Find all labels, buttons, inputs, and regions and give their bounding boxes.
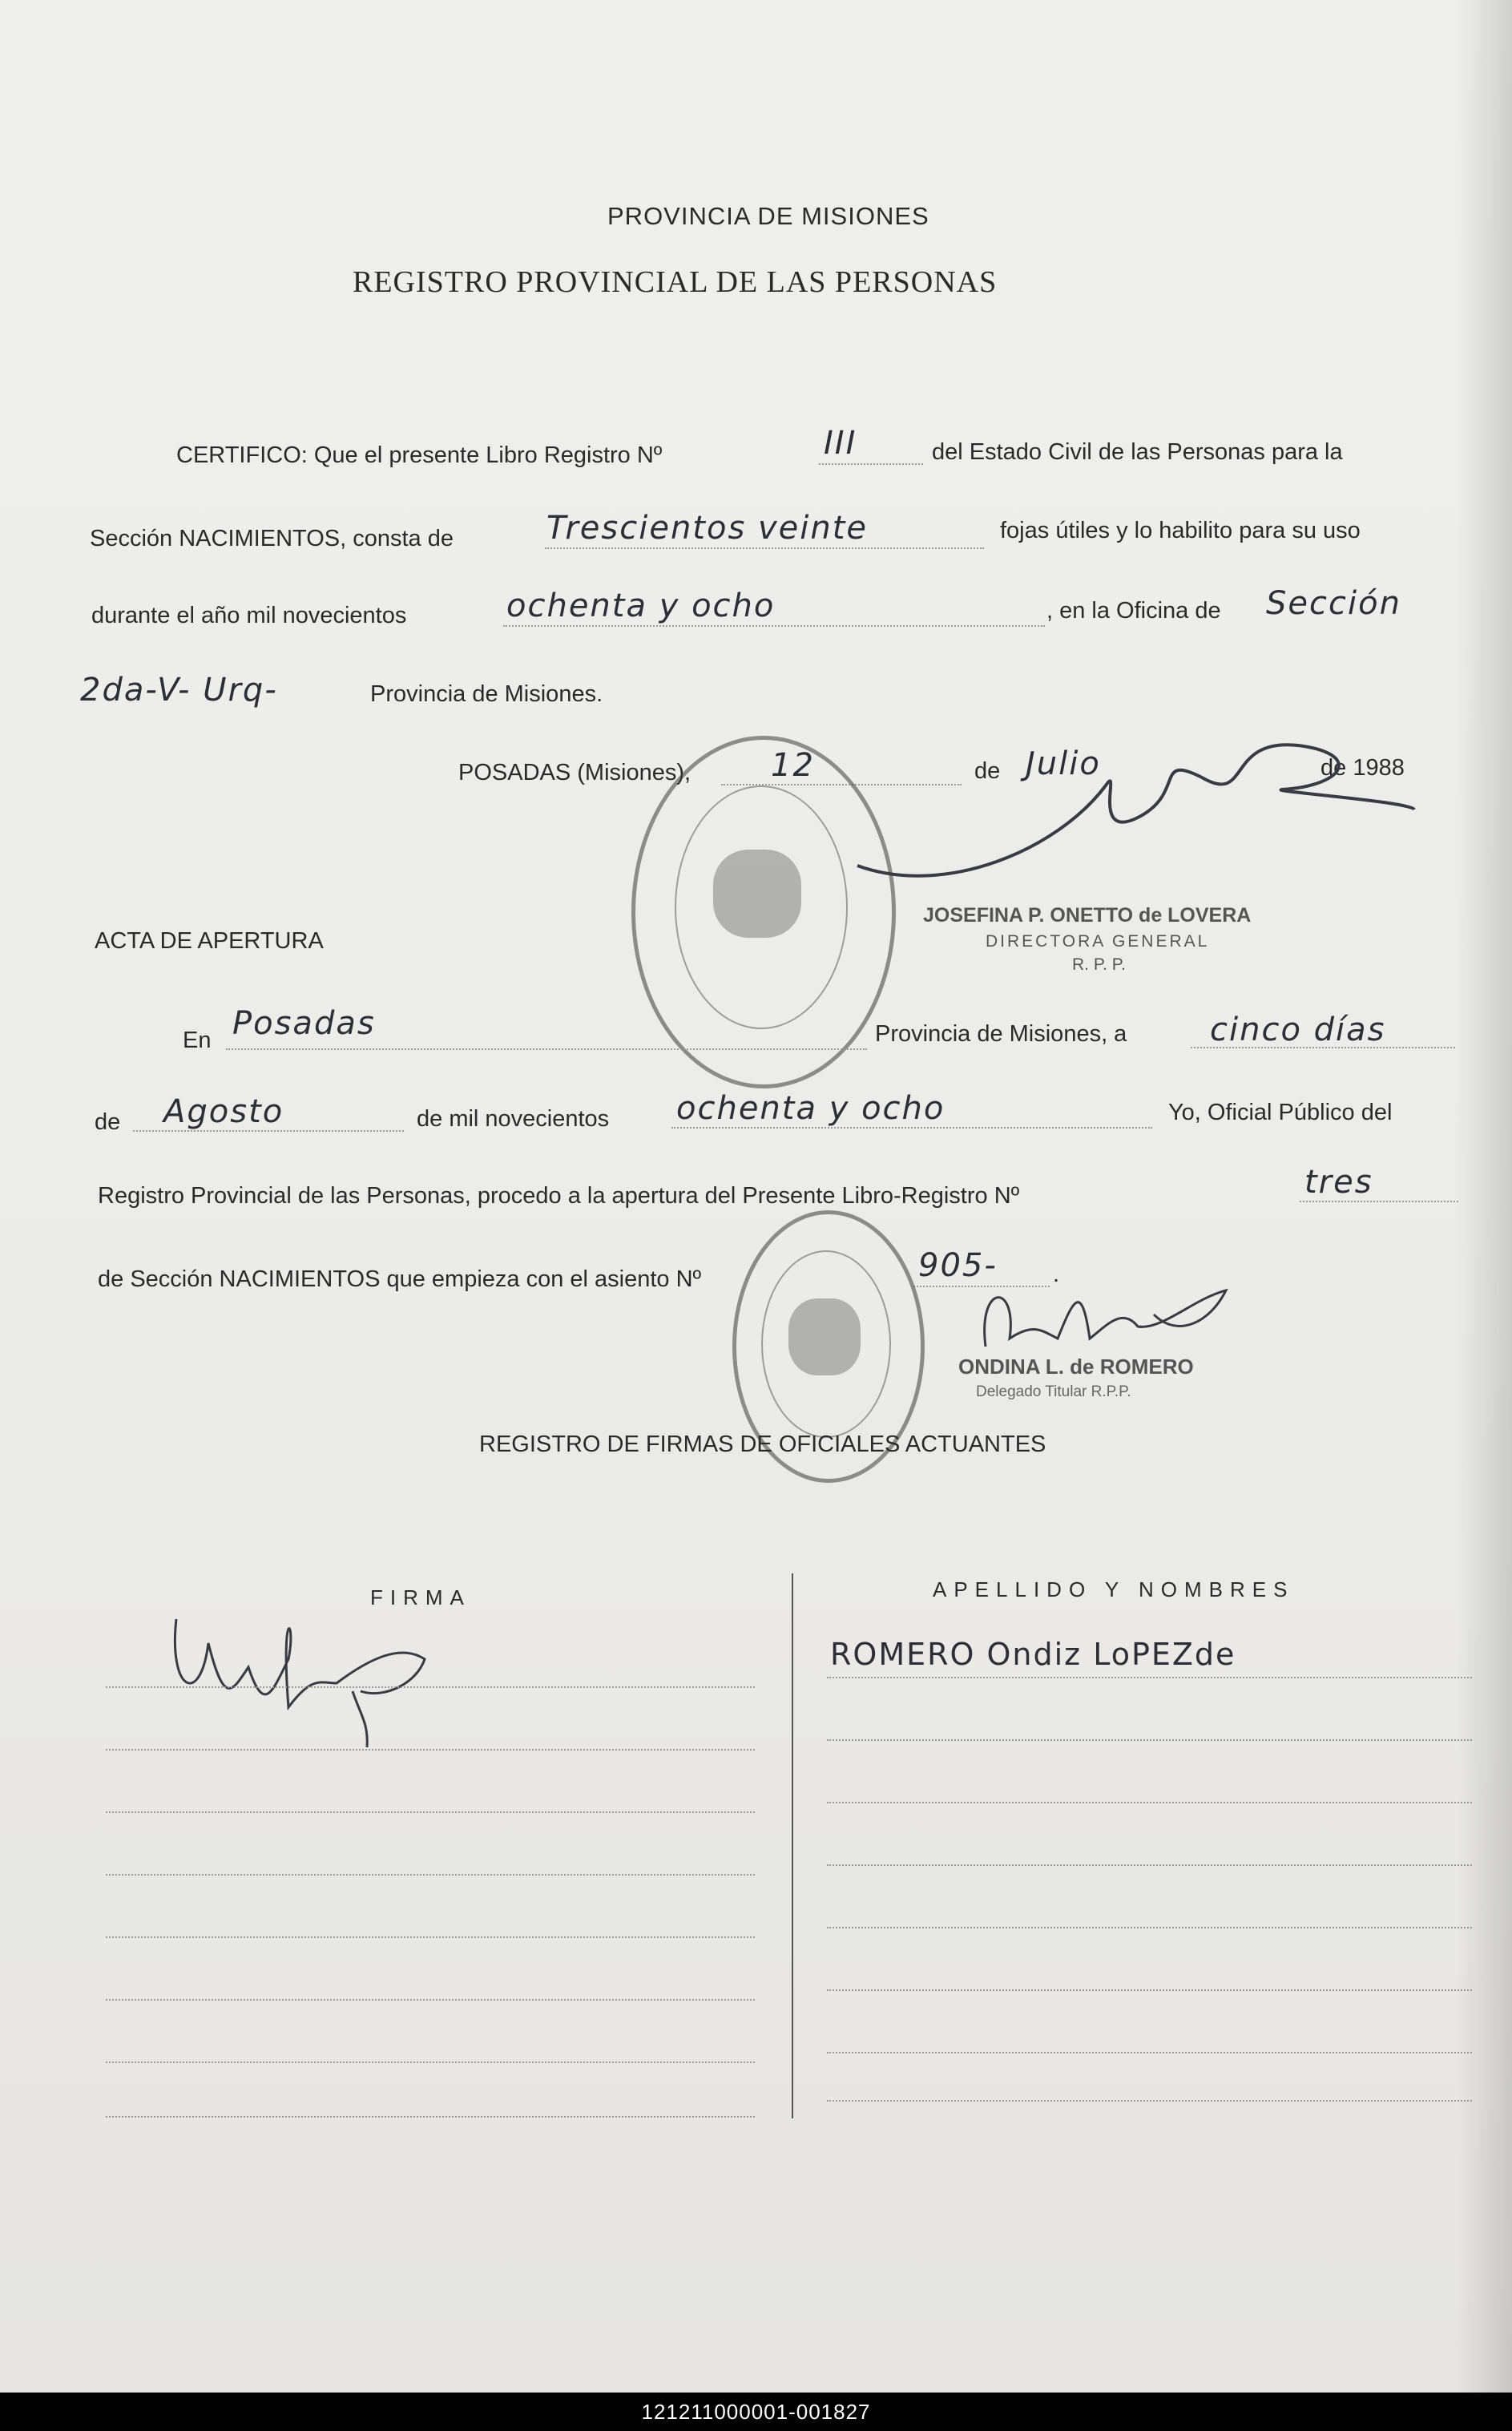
- delegate-title: Delegado Titular R.P.P.: [976, 1383, 1131, 1400]
- fill-line: [226, 1048, 867, 1050]
- province-heading: PROVINCIA DE MISIONES: [607, 202, 929, 230]
- director-title: DIRECTORA GENERAL: [986, 932, 1210, 951]
- name-line: [827, 2100, 1472, 2102]
- scan-footer-code: 121211000001-001827: [0, 2393, 1512, 2431]
- acta-line4-dot: .: [1053, 1262, 1060, 1287]
- cert-date-place: POSADAS (Misiones),: [458, 760, 691, 785]
- acta-line2-text-b: Yo, Oficial Público del: [1168, 1100, 1393, 1125]
- acta-title: ACTA DE APERTURA: [95, 928, 324, 954]
- official-signature: [160, 1595, 449, 1755]
- cert-line1-text: CERTIFICO: Que el presente Libro Registro Nº: [176, 442, 663, 468]
- acta-month: Agosto: [163, 1093, 284, 1130]
- page-edge-shadow: [1456, 0, 1512, 2393]
- cert-line2-text: Sección NACIMIENTOS, consta de: [90, 526, 454, 551]
- acta-day: cinco días: [1210, 1012, 1386, 1048]
- cert-line2-text-b: fojas útiles y lo habilito para su uso: [1000, 518, 1361, 543]
- fill-line: [671, 1127, 1152, 1129]
- cert-date-de: de: [974, 758, 1001, 784]
- director-org: R. P. P.: [1072, 955, 1126, 974]
- acta-line2-de: de: [95, 1109, 121, 1135]
- name-line: [827, 1739, 1472, 1741]
- acta-line4-text: de Sección NACIMIENTOS que empieza con el asiento Nº: [98, 1266, 702, 1292]
- delegate-name: ONDINA L. de ROMERO: [958, 1355, 1194, 1379]
- cert-date-year: de 1988: [1320, 755, 1405, 781]
- cert-office-cont: 2da-V- Urq-: [80, 672, 278, 709]
- signature-line: [106, 1874, 755, 1876]
- cert-line1-text-b: del Estado Civil de las Personas para la: [932, 439, 1343, 465]
- acta-line3-text: Registro Provincial de las Personas, procedo a la apertura del Presente Libro-Registro Nº: [98, 1183, 1020, 1209]
- names-column-header: APELLIDO Y NOMBRES: [933, 1577, 1295, 1601]
- name-line: [827, 1927, 1472, 1928]
- cert-line4-text: Provincia de Misiones.: [370, 681, 603, 707]
- name-line: [827, 1864, 1472, 1866]
- cert-line3-text-b: , en la Oficina de: [1046, 598, 1221, 624]
- cert-year: ochenta y ocho: [506, 588, 776, 624]
- fill-line: [503, 625, 1045, 627]
- cert-folios: Trescientos veinte: [546, 510, 869, 547]
- acta-book-number: tres: [1304, 1164, 1373, 1201]
- name-line: [827, 2052, 1472, 2053]
- official-name-entry: ROMERO Ondiz LoPEZde: [830, 1637, 1236, 1672]
- fill-line: [545, 547, 984, 549]
- acta-place: Posadas: [232, 1005, 376, 1042]
- signature-line: [106, 2116, 755, 2118]
- fill-line: [1191, 1047, 1455, 1048]
- coat-of-arms-icon: [713, 850, 801, 938]
- signature-line: [106, 2062, 755, 2063]
- fill-line: [819, 463, 923, 465]
- registry-heading: REGISTRO PROVINCIAL DE LAS PERSONAS: [353, 265, 998, 299]
- name-line: [827, 1802, 1472, 1803]
- cert-book-number: III: [824, 425, 857, 462]
- acta-entry-number: 905-: [918, 1247, 998, 1284]
- cert-line3-text: durante el año mil novecientos: [91, 603, 407, 628]
- director-name: JOSEFINA P. ONETTO de LOVERA: [923, 904, 1252, 927]
- column-divider: [792, 1573, 793, 2118]
- fill-line: [133, 1130, 404, 1132]
- cert-date-day: 12: [771, 747, 815, 784]
- signature-line: [106, 1749, 755, 1751]
- signature-column-header: FIRMA: [370, 1585, 471, 1609]
- name-line: [827, 1677, 1472, 1678]
- acta-line1-en: En: [183, 1028, 212, 1053]
- acta-line2-text: de mil novecientos: [417, 1106, 610, 1132]
- acta-line1-text: Provincia de Misiones, a: [875, 1021, 1127, 1047]
- acta-year: ochenta y ocho: [676, 1090, 946, 1127]
- signature-line: [106, 1686, 755, 1688]
- signatures-section-title: REGISTRO DE FIRMAS DE OFICIALES ACTUANTES: [479, 1432, 1046, 1457]
- name-line: [827, 1989, 1472, 1991]
- cert-date-month: Julio: [1026, 745, 1101, 782]
- cert-office: Sección: [1266, 585, 1401, 622]
- signature-line: [106, 1811, 755, 1813]
- coat-of-arms-icon: [788, 1298, 861, 1375]
- signature-line: [106, 1999, 755, 2001]
- signature-line: [106, 1936, 755, 1938]
- fill-line: [1300, 1201, 1458, 1202]
- director-signature: [849, 729, 1426, 930]
